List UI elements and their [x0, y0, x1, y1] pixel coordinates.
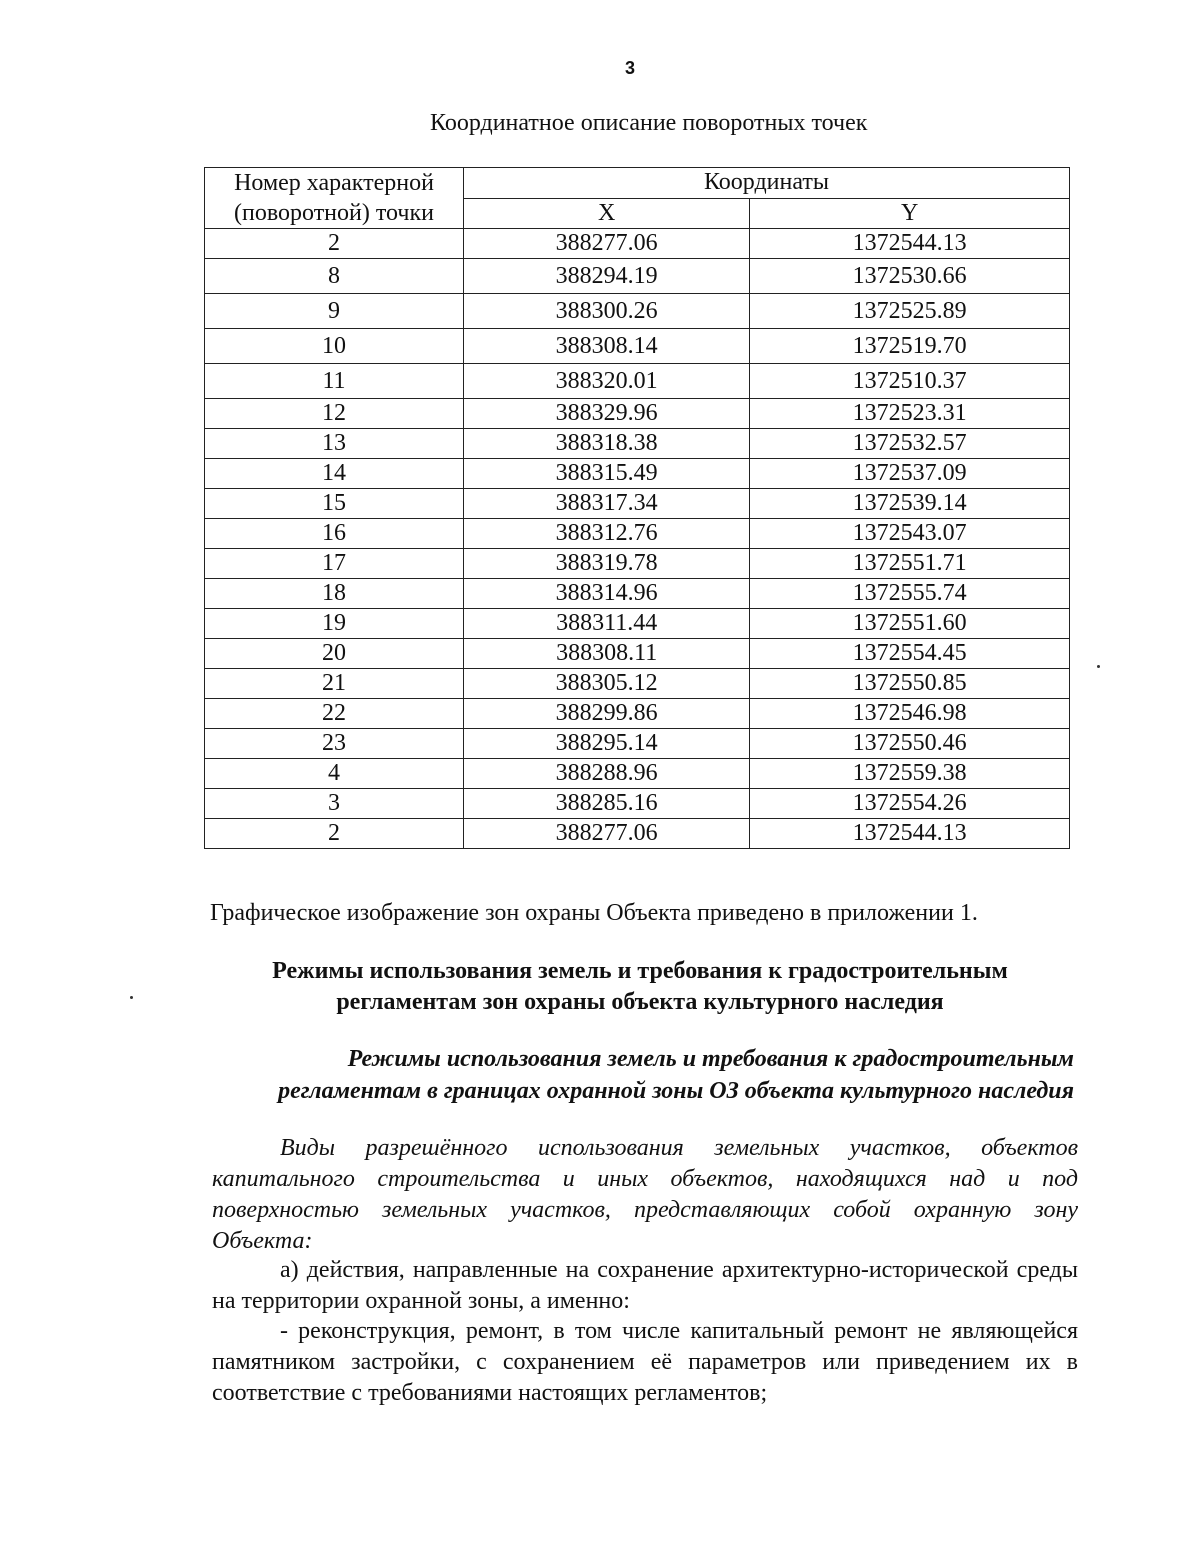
cell-x: 388300.26 [464, 294, 750, 329]
section-subheading-line1: Режимы использования земель и требования к градостроительным [347, 1046, 1074, 1072]
table-row [205, 259, 1070, 294]
section-heading-line1: Режимы использования земель и требования к градостроительным [272, 958, 1008, 984]
table-row [205, 489, 1070, 519]
section-heading-line2: регламентам зон охраны объекта культурного наследия [336, 989, 944, 1015]
cell-point: 23 [205, 729, 464, 759]
cell-x: 388285.16 [464, 789, 750, 819]
cell-x: 388315.49 [464, 459, 750, 489]
header-x: X [464, 198, 750, 229]
cell-x: 388318.38 [464, 429, 750, 459]
table-row [205, 699, 1070, 729]
cell-point: 21 [205, 669, 464, 699]
cell-point: 22 [205, 699, 464, 729]
header-point-line1: Номер характерной [234, 170, 434, 196]
cell-x: 388329.96 [464, 399, 750, 429]
table-row [205, 729, 1070, 759]
cell-y: 1372544.13 [750, 819, 1070, 849]
coordinates-table-body [205, 229, 1070, 849]
cell-y: 1372550.85 [750, 669, 1070, 699]
cell-point: 11 [205, 364, 464, 399]
section-heading [200, 956, 1080, 1018]
table-row [205, 819, 1070, 849]
cell-point: 12 [205, 399, 464, 429]
table-row [205, 364, 1070, 399]
cell-point: 8 [205, 259, 464, 294]
cell-x: 388311.44 [464, 609, 750, 639]
cell-point: 20 [205, 639, 464, 669]
cell-x: 388277.06 [464, 229, 750, 259]
table-row [205, 609, 1070, 639]
table-row [205, 639, 1070, 669]
cell-x: 388308.14 [464, 329, 750, 364]
table-row [205, 759, 1070, 789]
cell-y: 1372525.89 [750, 294, 1070, 329]
cell-point: 18 [205, 579, 464, 609]
cell-y: 1372554.26 [750, 789, 1070, 819]
header-coordinates: Координаты [464, 168, 1070, 199]
cell-y: 1372544.13 [750, 229, 1070, 259]
cell-x: 388295.14 [464, 729, 750, 759]
cell-x: 388317.34 [464, 489, 750, 519]
table-row [205, 789, 1070, 819]
cell-point: 15 [205, 489, 464, 519]
cell-point: 17 [205, 549, 464, 579]
cell-x: 388308.11 [464, 639, 750, 669]
cell-y: 1372559.38 [750, 759, 1070, 789]
table-row [205, 459, 1070, 489]
cell-x: 388277.06 [464, 819, 750, 849]
cell-x: 388305.12 [464, 669, 750, 699]
cell-y: 1372546.98 [750, 699, 1070, 729]
table-row [205, 399, 1070, 429]
cell-point: 3 [205, 789, 464, 819]
cell-y: 1372532.57 [750, 429, 1070, 459]
page-number: 3 [624, 58, 635, 78]
header-point-line2: (поворотной) точки [234, 200, 434, 226]
cell-y: 1372543.07 [750, 519, 1070, 549]
cell-point: 9 [205, 294, 464, 329]
cell-point: 10 [205, 329, 464, 364]
table-row [205, 579, 1070, 609]
cell-point: 4 [205, 759, 464, 789]
section-subheading-line2: регламентам в границах охранной зоны ОЗ объекта культурного наследия [278, 1078, 1074, 1104]
cell-y: 1372554.45 [750, 639, 1070, 669]
cell-y: 1372519.70 [750, 329, 1070, 364]
cell-x: 388314.96 [464, 579, 750, 609]
cell-x: 388319.78 [464, 549, 750, 579]
appendix-caption: Графическое изображение зон охраны Объекта приведено в приложении 1. [210, 900, 978, 926]
header-point-number [205, 168, 464, 229]
table-row [205, 429, 1070, 459]
cell-y: 1372510.37 [750, 364, 1070, 399]
cell-y: 1372523.31 [750, 399, 1070, 429]
cell-y: 1372551.60 [750, 609, 1070, 639]
permitted-use-paragraph: Виды разрешённого использования земельных участков, объектов капитального строительства и иных объектов, находящихся над и под поверхностью земельных участков, представляющих собой охранную зону Объекта: [212, 1135, 1078, 1254]
table-title: Координатное описание поворотных точек [430, 110, 868, 136]
cell-y: 1372537.09 [750, 459, 1070, 489]
cell-y: 1372551.71 [750, 549, 1070, 579]
table-row [205, 549, 1070, 579]
item-dash-paragraph: - реконструкция, ремонт, в том числе капитальный ремонт не являющейся памятником застройки, с сохранением её параметров или приведением их в соответствие с требованиями настоящих регламентов; [212, 1318, 1078, 1406]
table-row [205, 519, 1070, 549]
cell-y: 1372555.74 [750, 579, 1070, 609]
section-subheading [212, 1043, 1074, 1107]
cell-y: 1372539.14 [750, 489, 1070, 519]
cell-point: 14 [205, 459, 464, 489]
coordinates-table [204, 167, 1070, 849]
table-row [205, 669, 1070, 699]
cell-point: 2 [205, 229, 464, 259]
scan-speck [1097, 665, 1100, 668]
cell-y: 1372530.66 [750, 259, 1070, 294]
cell-x: 388294.19 [464, 259, 750, 294]
cell-x: 388320.01 [464, 364, 750, 399]
cell-point: 19 [205, 609, 464, 639]
cell-x: 388299.86 [464, 699, 750, 729]
item-a-paragraph: а) действия, направленные на сохранение архитектурно-исторической среды на территории охранной зоны, а именно: [212, 1257, 1078, 1314]
cell-point: 2 [205, 819, 464, 849]
cell-y: 1372550.46 [750, 729, 1070, 759]
cell-x: 388312.76 [464, 519, 750, 549]
table-row [205, 294, 1070, 329]
cell-point: 13 [205, 429, 464, 459]
scan-speck [130, 996, 133, 999]
header-y: Y [750, 198, 1070, 229]
table-row [205, 329, 1070, 364]
table-row [205, 229, 1070, 259]
cell-point: 16 [205, 519, 464, 549]
cell-x: 388288.96 [464, 759, 750, 789]
